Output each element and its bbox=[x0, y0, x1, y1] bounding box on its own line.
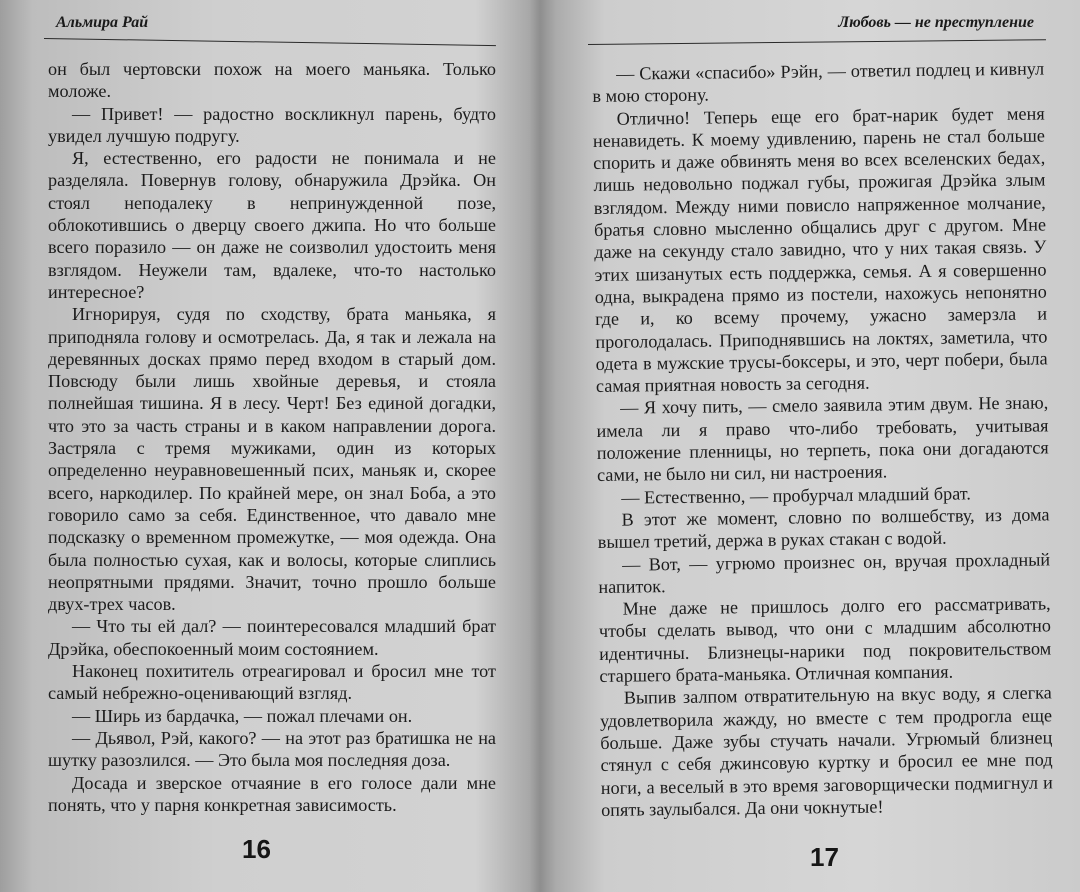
right-page bbox=[540, 0, 1080, 892]
header-rule bbox=[588, 39, 1046, 45]
paragraph: Отлично! Теперь еще его брат-нарик будет меня ненавидеть. К моему удивлению, парень не стал больше спорить и даже обвинять меня во всех вселенских бедах, лишь недовольно поджал губы, прожигая Дрэйка злым взглядом. Между ними повисло напряженное молчание, братья словно мысленно общались друг с другом. Мне даже на секунду стало завидно, что у них такая связь. У этих шизанутых есть поддержка, семья. А я совершенно одна, выкрадена прямо из постели, нахожусь непонятно где и, ко всему прочему, ужасно замерзла и проголодалась. Приподнявшись на локтях, заметила, что одета в мужские трусы-боксеры, и это, черт побери, была самая приятная новость за сегодня. bbox=[592, 103, 1048, 397]
paragraph: — Что ты ей дал? — поинтересовался младший брат Дрэйка, обеспокоенный моим состоянием. bbox=[48, 616, 496, 659]
paragraph: — Привет! — радостно воскликнул парень, будто увидел лучшую подругу. bbox=[48, 103, 496, 146]
paragraph: Мне даже не пришлось долго его рассматривать, чтобы сделать вывод, что они с младшим абсолютно идентичны. Близнецы-нарики под покровительством старшего брата-маньяка. Отличная компания. bbox=[598, 593, 1052, 686]
paragraph: — Дьявол, Рэй, какого? — на этот раз братишка не на шутку разозлился. — Это была моя последняя доза. bbox=[48, 727, 496, 771]
paragraph: — Вот, — угрюмо произнес он, вручая прохладный напиток. bbox=[598, 548, 1051, 597]
paragraph: — Я хочу пить, — смело заявила этим двум. Не знаю, имела ли я право что-либо требовать, учитывая положение пленницы, но терпеть, пока они догадаются сами, не было ни сил, ни настроения. bbox=[596, 392, 1049, 486]
paragraph: — Естественно, — пробурчал младший брат. bbox=[621, 483, 971, 508]
paragraph: он был чертовски похож на моего маньяка. Только моложе. bbox=[48, 59, 496, 102]
paragraph: Я, естественно, его радости не понимала и не разделяла. Повернув голову, обнаружила Дрэйка. Он стоял неподалеку в непринужденной позе, облокотившись о дверцу своего джипа. Но что больше всего поразило — он даже не соизволил удостоить меня взглядом. Неужели там, вдалеке, что-то настолько интересное? bbox=[48, 148, 496, 302]
header-rule bbox=[44, 38, 496, 46]
right-page-text bbox=[592, 57, 1053, 821]
page-number: 16 bbox=[242, 834, 271, 864]
paragraph: Досада и зверское отчаяние в его голосе дали мне понять, что у парня конкретная зависимость. bbox=[48, 772, 496, 815]
paragraph: — Скажи «спасибо» Рэйн, — ответил подлец и кивнул в мою сторону. bbox=[592, 58, 1045, 107]
paragraph: В этот же момент, словно по волшебству, из дома вышел третий, держа в руках стакан с водой. bbox=[597, 504, 1050, 553]
running-head-title: Любовь — не преступление bbox=[838, 14, 1034, 31]
paragraph: — Ширь из бардачка, — пожал плечами он. bbox=[72, 705, 413, 726]
page-number: 17 bbox=[810, 842, 839, 872]
running-head-author: Альмира Рай bbox=[56, 14, 149, 31]
paragraph: Наконец похититель отреагировал и бросил мне тот самый небрежно-оценивающий взгляд. bbox=[48, 661, 496, 704]
paragraph: Игнорируя, судя по сходству, брата маньяка, я приподняла голову и осмотрелась. Да, я так и лежала на деревянных досках прямо перед входом в старый дом. Повсюду были лишь хвойные деревья, и стояла полнейшая тишина. Я в лесу. Черт! Без единой догадки, что это за часть страны и в каком направлении дорога. Застряла с тремя мужиками, один из которых определенно неуравновешенный псих, маньяк и, скорее всего, наркодилер. По крайней мере, он знал Боба, а это говорило само за себя. Единственное, что давало мне подсказку о временном промежутке, — моя одежда. Она была полностью сухая, как и волосы, которые слиплись неопрятными прядями. Значит, точно прошло больше двух-трех часов. bbox=[48, 304, 496, 615]
paragraph: Выпив залпом отвратительную на вкус воду, я слегка удовлетворила жажду, но вместе с тем продрогла еще больше. Даже зубы стучать начали. Угрюмый близнец стянул с себя джинсовую куртку и бросил ее мне под ноги, а веселый в это время заговорщически подмигнул и опять заулыбался. Да они чокнутые! bbox=[599, 682, 1053, 820]
left-page-text bbox=[48, 58, 496, 816]
